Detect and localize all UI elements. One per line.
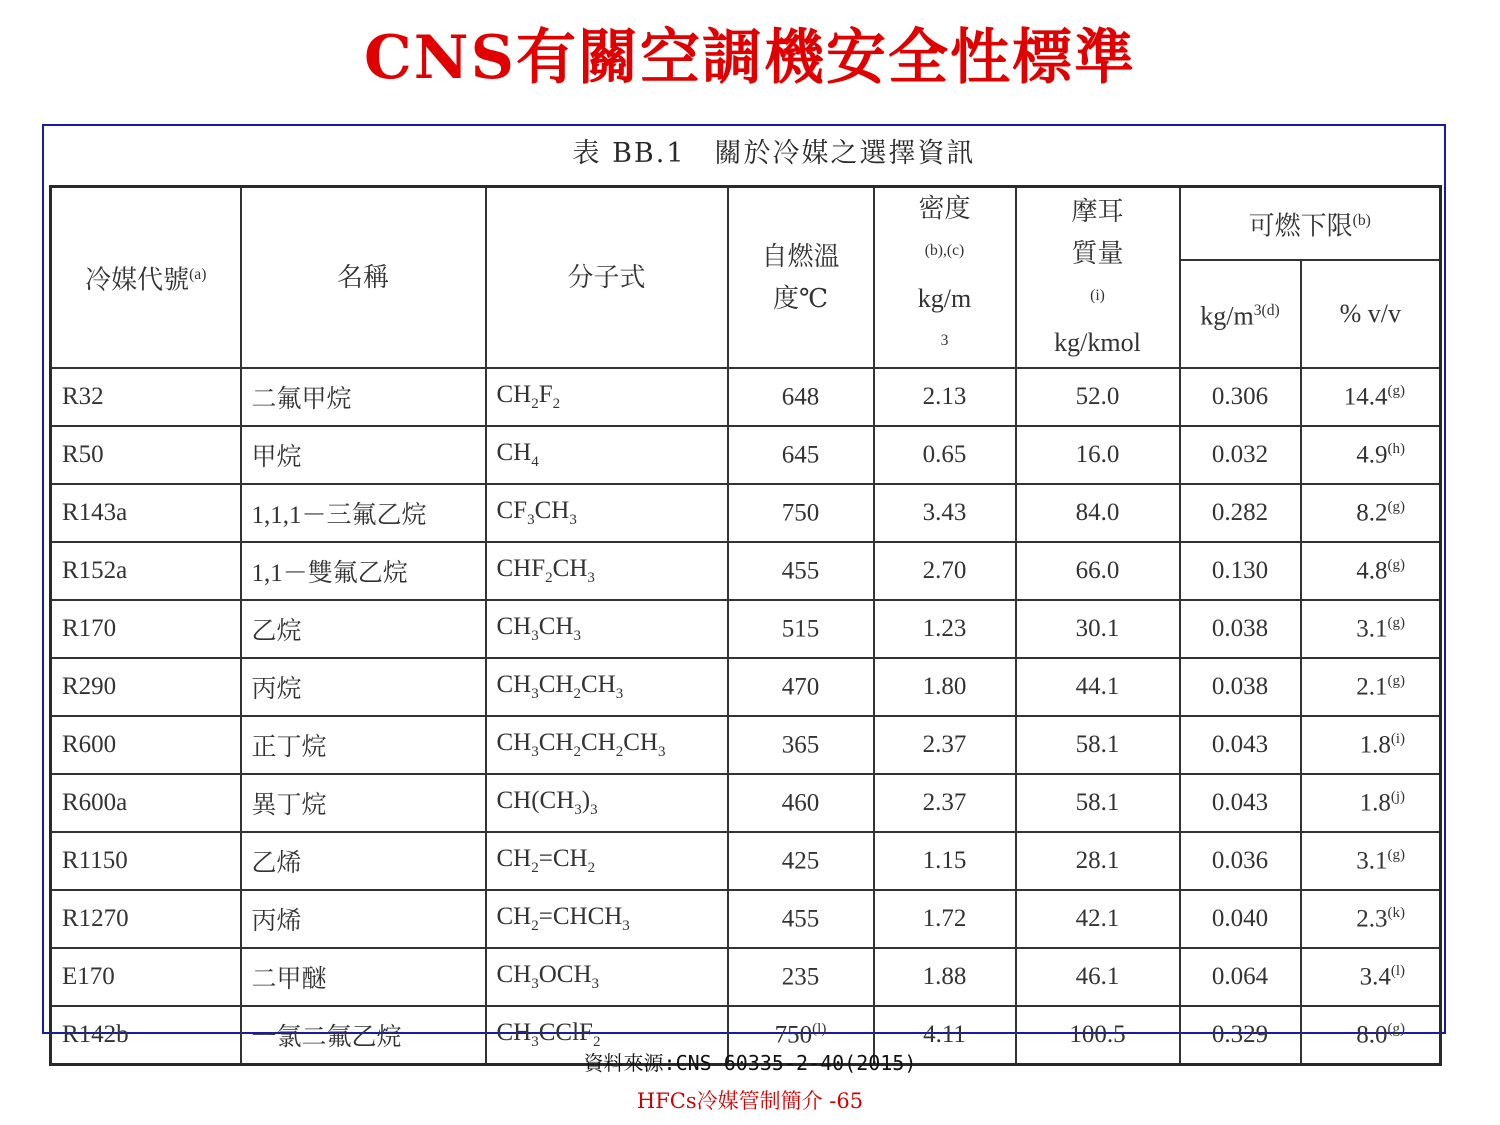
cell-formula: $CH_2F_2$ bbox=[486, 368, 728, 426]
cell-density: 1.23 bbox=[874, 600, 1016, 658]
cell-code: R143a bbox=[51, 484, 241, 542]
cell-name: 二甲醚 bbox=[241, 948, 486, 1006]
cell-formula: $CH_2=CHCH_3$ bbox=[486, 890, 728, 948]
table-row bbox=[51, 368, 1441, 426]
table-row bbox=[51, 426, 1441, 484]
cell-name: 甲烷 bbox=[241, 426, 486, 484]
cell-ignition: 425 bbox=[728, 832, 874, 890]
cell-formula: $CH_3CH_2CH_2CH_3$ bbox=[486, 716, 728, 774]
cell-name: 正丁烷 bbox=[241, 716, 486, 774]
cell-lfl-pct: 3.1$^{(g)}$ bbox=[1301, 832, 1441, 890]
header-molar: 摩耳 質量 $^{(i)}$ kg/kmol bbox=[1016, 187, 1180, 369]
slide-footer: HFCs冷媒管制簡介 -65 bbox=[636, 1089, 864, 1113]
cell-code: R142b bbox=[51, 1006, 241, 1064]
cell-molar: 58.1 bbox=[1016, 716, 1180, 774]
cell-ignition: 455 bbox=[728, 890, 874, 948]
cell-molar: 30.1 bbox=[1016, 600, 1180, 658]
cell-ignition: 365 bbox=[728, 716, 874, 774]
table-row bbox=[51, 484, 1441, 542]
cell-lfl-kg: 0.329 bbox=[1180, 1006, 1301, 1064]
cell-molar: 58.1 bbox=[1016, 774, 1180, 832]
cell-formula: $CH_4$ bbox=[486, 426, 728, 484]
table-row bbox=[51, 600, 1441, 658]
cell-density: 2.13 bbox=[874, 368, 1016, 426]
cell-molar: 66.0 bbox=[1016, 542, 1180, 600]
cell-molar: 16.0 bbox=[1016, 426, 1180, 484]
cell-molar: 46.1 bbox=[1016, 948, 1180, 1006]
cell-code: R600a bbox=[51, 774, 241, 832]
cell-density: 3.43 bbox=[874, 484, 1016, 542]
cell-lfl-pct: 4.9$^{(h)}$ bbox=[1301, 426, 1441, 484]
cell-formula: $CHF_2CH_3$ bbox=[486, 542, 728, 600]
cell-ignition: 645 bbox=[728, 426, 874, 484]
cell-lfl-pct: 3.4$^{(l)}$ bbox=[1301, 948, 1441, 1006]
cell-code: R170 bbox=[51, 600, 241, 658]
cell-code: R1150 bbox=[51, 832, 241, 890]
cell-density: 2.37 bbox=[874, 774, 1016, 832]
cell-formula: $CH(CH_3)_3$ bbox=[486, 774, 728, 832]
cell-molar: 42.1 bbox=[1016, 890, 1180, 948]
cell-density: 2.37 bbox=[874, 716, 1016, 774]
cell-lfl-kg: 0.064 bbox=[1180, 948, 1301, 1006]
cell-lfl-pct: 1.8$^{(i)}$ bbox=[1301, 716, 1441, 774]
cell-lfl-kg: 0.036 bbox=[1180, 832, 1301, 890]
cell-ignition: 470 bbox=[728, 658, 874, 716]
table-row bbox=[51, 658, 1441, 716]
header-density: 密度 $^{(b),(c)}$ kg/m $^3$ bbox=[874, 187, 1016, 369]
header-ignition: 自燃溫 度℃ bbox=[728, 187, 874, 369]
cell-lfl-pct: 1.8$^{(j)}$ bbox=[1301, 774, 1441, 832]
cell-molar: 52.0 bbox=[1016, 368, 1180, 426]
cell-formula: $CH_3OCH_3$ bbox=[486, 948, 728, 1006]
table-row bbox=[51, 890, 1441, 948]
cell-ignition: 750 bbox=[728, 484, 874, 542]
cell-name: 1,1,1－三氟乙烷 bbox=[241, 484, 486, 542]
cell-code: R50 bbox=[51, 426, 241, 484]
cell-code: R152a bbox=[51, 542, 241, 600]
cell-molar: 28.1 bbox=[1016, 832, 1180, 890]
cell-name: 1,1－雙氟乙烷 bbox=[241, 542, 486, 600]
table-row bbox=[51, 774, 1441, 832]
cell-name: 二氟甲烷 bbox=[241, 368, 486, 426]
cell-density: 2.70 bbox=[874, 542, 1016, 600]
cell-lfl-kg: 0.306 bbox=[1180, 368, 1301, 426]
cell-lfl-kg: 0.032 bbox=[1180, 426, 1301, 484]
cell-lfl-pct: 2.1$^{(g)}$ bbox=[1301, 658, 1441, 716]
table-row bbox=[51, 716, 1441, 774]
refrigerant-table bbox=[49, 185, 1442, 1066]
cell-lfl-pct: 2.3$^{(k)}$ bbox=[1301, 890, 1441, 948]
cell-density: 4.11 bbox=[874, 1006, 1016, 1064]
cell-name: 乙烷 bbox=[241, 600, 486, 658]
cell-molar: 44.1 bbox=[1016, 658, 1180, 716]
cell-lfl-kg: 0.043 bbox=[1180, 716, 1301, 774]
cell-formula: $CH_3CH_3$ bbox=[486, 600, 728, 658]
cell-formula: $CH_3CH_2CH_3$ bbox=[486, 658, 728, 716]
cell-ignition: 455 bbox=[728, 542, 874, 600]
cell-code: R290 bbox=[51, 658, 241, 716]
cell-ignition: 648 bbox=[728, 368, 874, 426]
cell-code: E170 bbox=[51, 948, 241, 1006]
cell-code: R1270 bbox=[51, 890, 241, 948]
cell-lfl-pct: 3.1$^{(g)}$ bbox=[1301, 600, 1441, 658]
cell-ignition: 750$^{(l)}$ bbox=[728, 1006, 874, 1064]
cell-ignition: 235 bbox=[728, 948, 874, 1006]
cell-lfl-pct: 8.2$^{(g)}$ bbox=[1301, 484, 1441, 542]
header-lfl: 可燃下限$^{(b)}$ bbox=[1180, 187, 1441, 261]
table-row bbox=[51, 542, 1441, 600]
cell-density: 0.65 bbox=[874, 426, 1016, 484]
header-lfl-pct: % v/v bbox=[1301, 260, 1441, 368]
cell-name: 乙烯 bbox=[241, 832, 486, 890]
cell-name: 異丁烷 bbox=[241, 774, 486, 832]
header-code: 冷媒代號$^{(a)}$ bbox=[51, 187, 241, 369]
cell-formula: $CH_2=CH_2$ bbox=[486, 832, 728, 890]
cell-code: R32 bbox=[51, 368, 241, 426]
cell-lfl-kg: 0.043 bbox=[1180, 774, 1301, 832]
source-note: 資料來源:CNS 60335-2-40(2015) bbox=[583, 1051, 917, 1075]
cell-ignition: 460 bbox=[728, 774, 874, 832]
cell-density: 1.88 bbox=[874, 948, 1016, 1006]
cell-code: R600 bbox=[51, 716, 241, 774]
table-frame bbox=[42, 124, 1446, 1052]
cell-name: 一氯二氟乙烷 bbox=[241, 1006, 486, 1064]
cell-molar: 84.0 bbox=[1016, 484, 1180, 542]
cell-density: 1.80 bbox=[874, 658, 1016, 716]
table-caption: 表 BB.1 關於冷媒之選擇資訊 bbox=[572, 138, 976, 169]
cell-lfl-kg: 0.038 bbox=[1180, 600, 1301, 658]
cell-name: 丙烯 bbox=[241, 890, 486, 948]
cell-lfl-pct: 4.8$^{(g)}$ bbox=[1301, 542, 1441, 600]
header-name: 名稱 bbox=[241, 187, 486, 369]
table-row bbox=[51, 832, 1441, 890]
cell-lfl-pct: 8.0$^{(g)}$ bbox=[1301, 1006, 1441, 1064]
cell-ignition: 515 bbox=[728, 600, 874, 658]
cell-formula: $CH_3CClF_2$ bbox=[486, 1006, 728, 1064]
cell-molar: 100.5 bbox=[1016, 1006, 1180, 1064]
cell-density: 1.15 bbox=[874, 832, 1016, 890]
cell-lfl-pct: 14.4$^{(g)}$ bbox=[1301, 368, 1441, 426]
header-lfl-kg: $kg/m^{3(d)}$ bbox=[1180, 260, 1301, 368]
cell-formula: $CF_3CH_3$ bbox=[486, 484, 728, 542]
cell-name: 丙烷 bbox=[241, 658, 486, 716]
table-row bbox=[51, 948, 1441, 1006]
cell-lfl-kg: 0.038 bbox=[1180, 658, 1301, 716]
cell-density: 1.72 bbox=[874, 890, 1016, 948]
cell-lfl-kg: 0.282 bbox=[1180, 484, 1301, 542]
cell-lfl-kg: 0.130 bbox=[1180, 542, 1301, 600]
header-formula: 分子式 bbox=[486, 187, 728, 369]
cell-lfl-kg: 0.040 bbox=[1180, 890, 1301, 948]
slide-title: CNS有關空調機安全性標準 bbox=[364, 23, 1136, 93]
